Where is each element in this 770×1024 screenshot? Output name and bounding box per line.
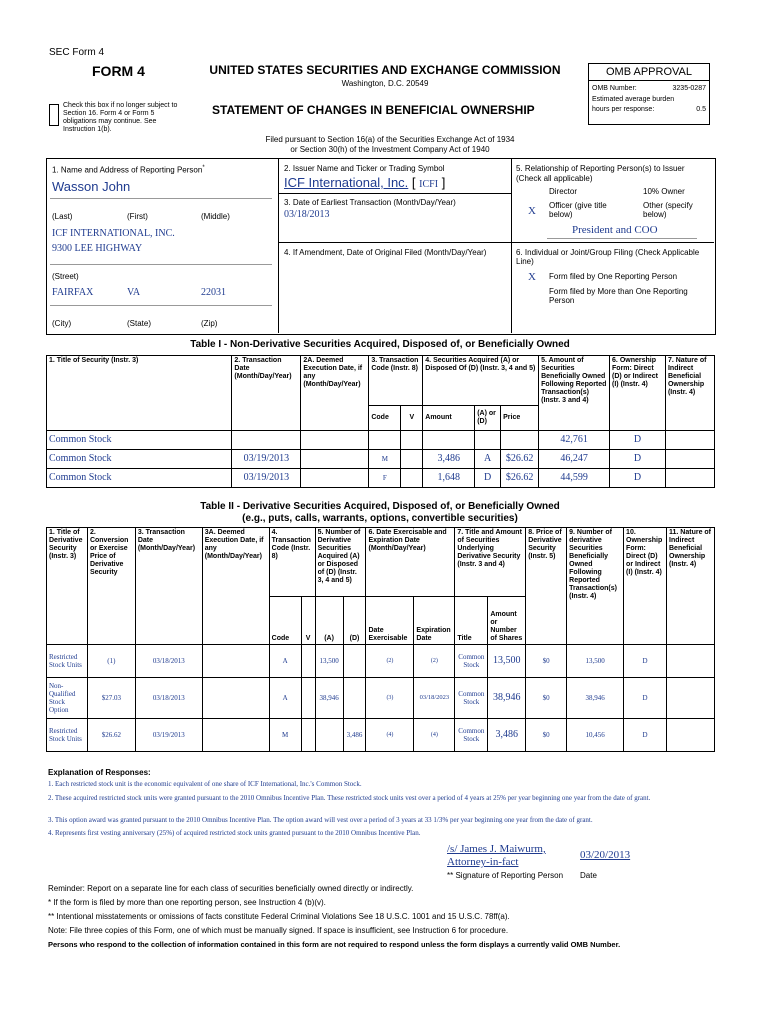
middle-label: (Middle) bbox=[201, 212, 230, 221]
t2-row-owned: 10,456 bbox=[567, 719, 624, 752]
omb-number-label: OMB Number: bbox=[592, 85, 637, 92]
zip-label: (Zip) bbox=[201, 319, 218, 328]
t1-row-price bbox=[501, 431, 539, 450]
t2-h-price: 2. Conversion or Exercise Price of Derivative Security bbox=[87, 528, 135, 645]
t2-row-d bbox=[343, 645, 366, 678]
t1-row-title: Common Stock bbox=[47, 431, 232, 450]
t1-row-owned: 44,599 bbox=[539, 469, 610, 488]
t2-row-price: (1) bbox=[87, 645, 135, 678]
t2-row-a bbox=[315, 719, 343, 752]
t1-row-ad bbox=[475, 431, 501, 450]
director-label: Director bbox=[549, 187, 578, 196]
company-name: ICF INTERNATIONAL, INC. bbox=[52, 228, 175, 239]
state-label: (State) bbox=[127, 319, 152, 328]
first-label: (First) bbox=[127, 212, 148, 221]
t2-h-a: (A) bbox=[315, 597, 343, 645]
explanation-title: Explanation of Responses: bbox=[48, 768, 151, 777]
t2-h-exp: Expiration Date bbox=[414, 597, 455, 645]
t2-h-deriv-price: 8. Price of Derivative Security (Instr. 5) bbox=[526, 528, 567, 645]
t2-h-exercisable: 6. Date Exercisable and Expiration Date (Month/Day/Year) bbox=[366, 528, 455, 597]
t1-row-title: Common Stock bbox=[47, 469, 232, 488]
t2-row-ex: (2) bbox=[366, 645, 414, 678]
t2-row-p: $0 bbox=[526, 678, 567, 719]
signature-name: /s/ James J. Maiwurm, bbox=[447, 843, 546, 855]
t2-row-p: $0 bbox=[526, 645, 567, 678]
t2-h-code-sub: Code bbox=[269, 597, 301, 645]
t1-row-code: F bbox=[369, 469, 401, 488]
t2-row-ex: (4) bbox=[366, 719, 414, 752]
table1-title: Table I - Non-Derivative Securities Acquired, Disposed of, or Beneficially Owned bbox=[190, 339, 570, 350]
omb-number-value: 3235-0287 bbox=[672, 85, 706, 92]
form-label: FORM 4 bbox=[92, 63, 145, 79]
t2-row-d: 3,486 bbox=[343, 719, 366, 752]
t2-h-owned: 9. Number of derivative Securities Beneficially Owned Following Reported Transaction(s) (Instr. 4) bbox=[567, 528, 624, 645]
footer-reminder: Reminder: Report on a separate line for each class of securities beneficially owned directly or indirectly. bbox=[48, 884, 414, 893]
more-persons-label: Form filed by More than One Reporting Person bbox=[549, 287, 688, 305]
box2-label: 2. Issuer Name and Ticker or Trading Symbol bbox=[284, 164, 445, 173]
one-person-label: Form filed by One Reporting Person bbox=[549, 272, 678, 281]
t1-row-form: D bbox=[610, 469, 666, 488]
t1-row-owned: 46,247 bbox=[539, 450, 610, 469]
statement-title: STATEMENT OF CHANGES IN BENEFICIAL OWNERSHIP bbox=[212, 103, 535, 117]
street-address: 9300 LEE HIGHWAY bbox=[52, 243, 143, 254]
checkbox-instructions: Check this box if no longer subject to Section 16. Form 4 or Form 5 obligations may continue. See Instruction 1(b). bbox=[63, 102, 178, 133]
omb-burden-label: Estimated average burden bbox=[592, 96, 675, 103]
t2-row-a: 13,500 bbox=[315, 645, 343, 678]
t2-row-price: $27.03 bbox=[87, 678, 135, 719]
t2-row-ex: (3) bbox=[366, 678, 414, 719]
t1-row-amount: 1,648 bbox=[423, 469, 475, 488]
t2-row-form: D bbox=[624, 678, 667, 719]
t2-h-nature: 11. Nature of Indirect Beneficial Ownership (Instr. 4) bbox=[667, 528, 715, 645]
box5-sub: (Check all applicable) bbox=[516, 174, 593, 183]
t2-row-exp: (4) bbox=[414, 719, 455, 752]
t2-row-form: D bbox=[624, 645, 667, 678]
filed-pursuant-1: Filed pursuant to Section 16(a) of the Securities Exchange Act of 1934 bbox=[265, 135, 515, 144]
t2-h-number: 5. Number of Derivative Securities Acquired (A) or Disposed of (D) (Instr. 3, 4 and 5) bbox=[315, 528, 366, 597]
box4-label: 4. If Amendment, Date of Original Filed (Month/Day/Year) bbox=[284, 248, 487, 257]
table2-subtitle: (e.g., puts, calls, warrants, options, convertible securities) bbox=[242, 513, 518, 524]
t1-h-code: 3. Transaction Code (Instr. 8) bbox=[369, 356, 423, 406]
officer-check-mark: X bbox=[528, 205, 536, 217]
footer-note-1: * If the form is filed by more than one reporting person, see Instruction 4 (b)(v). bbox=[48, 898, 326, 907]
t2-h-date-ex: Date Exercisable bbox=[366, 597, 414, 645]
explanation-note-2: 2. These acquired restricted stock units were granted pursuant to the 2010 Omnibus Incentive Plan. These restricted stock units vest over a period of 4 years at 25% per year beginning one year from the date of grant. bbox=[48, 794, 651, 802]
t1-row-price: $26.62 bbox=[501, 469, 539, 488]
t2-row-owned: 13,500 bbox=[567, 645, 624, 678]
city-value: FAIRFAX bbox=[52, 287, 94, 298]
t1-row-amount: 3,486 bbox=[423, 450, 475, 469]
t2-row-date: 03/19/2013 bbox=[135, 719, 202, 752]
t1-h-amount: Amount bbox=[423, 406, 475, 431]
box1-label: 1. Name and Address of Reporting Person* bbox=[52, 165, 205, 175]
t2-h-date: 3. Transaction Date (Month/Day/Year) bbox=[135, 528, 202, 645]
signature-title: Attorney-in-fact bbox=[447, 856, 519, 868]
t1-h-ownership-form: 6. Ownership Form: Direct (D) or Indirect (I) (Instr. 4) bbox=[610, 356, 666, 431]
t1-row-date: 03/19/2013 bbox=[232, 469, 301, 488]
t1-row-form: D bbox=[610, 450, 666, 469]
t2-h-amt: Amount or Number of Shares bbox=[488, 597, 526, 645]
t2-row-t: Common Stock bbox=[455, 678, 488, 719]
t1-row-code: M bbox=[369, 450, 401, 469]
table2-title: Table II - Derivative Securities Acquired, Disposed of, or Beneficially Owned bbox=[200, 501, 560, 512]
t2-row-code: M bbox=[269, 719, 301, 752]
omb-title: OMB APPROVAL bbox=[589, 64, 709, 81]
t2-row-amt: 3,486 bbox=[488, 719, 526, 752]
table-row bbox=[47, 645, 715, 678]
t2-row-title: Restricted Stock Units bbox=[47, 645, 88, 678]
signature-label: ** Signature of Reporting Person bbox=[447, 871, 564, 880]
issuer-name[interactable]: ICF International, Inc. bbox=[284, 175, 409, 190]
derivative-table bbox=[46, 527, 715, 752]
omb-hours-label: hours per response: bbox=[592, 106, 655, 113]
omb-hours-value: 0.5 bbox=[696, 106, 706, 113]
t2-h-code: 4. Transaction Code (Instr. 8) bbox=[269, 528, 315, 597]
t1-row-price: $26.62 bbox=[501, 450, 539, 469]
t1-h-amount-owned: 5. Amount of Securities Beneficially Owned Following Reported Transaction(s) (Instr. 3 and 4) bbox=[539, 356, 610, 431]
ten-percent-owner-label: 10% Owner bbox=[643, 187, 685, 196]
t1-h-deemed: 2A. Deemed Execution Date, if any (Month/Day/Year) bbox=[301, 356, 369, 431]
t1-h-date: 2. Transaction Date (Month/Day/Year) bbox=[232, 356, 301, 431]
agency-title: UNITED STATES SECURITIES AND EXCHANGE COMMISSION bbox=[209, 63, 561, 77]
t2-row-amt: 13,500 bbox=[488, 645, 526, 678]
filed-pursuant-2: or Section 30(h) of the Investment Company Act of 1940 bbox=[290, 145, 490, 154]
box5-label: 5. Relationship of Reporting Person(s) to Issuer bbox=[516, 164, 685, 173]
t2-row-amt: 38,946 bbox=[488, 678, 526, 719]
t1-h-price: Price bbox=[501, 406, 539, 431]
t2-row-t: Common Stock bbox=[455, 645, 488, 678]
table-row bbox=[47, 450, 715, 469]
t1-h-title: 1. Title of Security (Instr. 3) bbox=[47, 356, 232, 431]
t2-h-v: V bbox=[301, 597, 315, 645]
t2-row-exp: 03/18/2023 bbox=[414, 678, 455, 719]
last-label: (Last) bbox=[52, 212, 73, 221]
t1-row-owned: 42,761 bbox=[539, 431, 610, 450]
explanation-note-1: 1. Each restricted stock unit is the economic equivalent of one share of ICF International, Inc.'s Common Stock. bbox=[48, 780, 362, 788]
non-derivative-table bbox=[46, 355, 715, 488]
t1-h-securities: 4. Securities Acquired (A) or Disposed Of (D) (Instr. 3, 4 and 5) bbox=[423, 356, 539, 406]
issuer-line: ICF International, Inc. [ ICFI ] bbox=[284, 175, 446, 190]
t1-h-ad: (A) or (D) bbox=[475, 406, 501, 431]
t2-h-title: 1. Title of Derivative Security (Instr. 3) bbox=[47, 528, 88, 645]
t2-row-d bbox=[343, 678, 366, 719]
t2-h-t: Title bbox=[455, 597, 488, 645]
explanation-note-3: 3. This option award was granted pursuant to the 2010 Omnibus Incentive Plan. The option award will vest over a period of 3 years at 33 1/3% per year beginning one year from the date of grant. bbox=[48, 816, 593, 824]
t2-row-price: $26.62 bbox=[87, 719, 135, 752]
footer-note-2: ** Intentional misstatements or omissions of facts constitute Federal Criminal Violations See 18 U.S.C. 1001 and 15 U.S.C. 78ff(a). bbox=[48, 912, 510, 921]
t2-row-owned: 38,946 bbox=[567, 678, 624, 719]
omb-approval-box bbox=[588, 63, 710, 125]
signature-date: 03/20/2013 bbox=[580, 849, 631, 861]
t2-h-d: (D) bbox=[343, 597, 366, 645]
ticker-symbol: ICFI bbox=[419, 179, 439, 190]
t2-row-date: 03/18/2013 bbox=[135, 645, 202, 678]
street-label: (Street) bbox=[52, 272, 79, 281]
t1-h-code-sub: Code bbox=[369, 406, 401, 431]
t1-row-date bbox=[232, 431, 301, 450]
t2-row-t: Common Stock bbox=[455, 719, 488, 752]
t2-row-code: A bbox=[269, 645, 301, 678]
footer-note-3: Note: File three copies of this Form, one of which must be manually signed. If space is insufficient, see Instruction 6 for procedure. bbox=[48, 926, 509, 935]
earliest-transaction-date: 03/18/2013 bbox=[284, 209, 330, 220]
t2-row-exp: (2) bbox=[414, 645, 455, 678]
t1-row-ad: D bbox=[475, 469, 501, 488]
t1-row-code bbox=[369, 431, 401, 450]
footer-omb-note: Persons who respond to the collection of information contained in this form are not required to respond unless the form displays a currently valid OMB Number. bbox=[48, 940, 621, 949]
t2-row-title: Non-Qualified Stock Option bbox=[47, 678, 88, 719]
state-value: VA bbox=[127, 287, 141, 298]
t2-row-code: A bbox=[269, 678, 301, 719]
t2-h-form: 10. Ownership Form: Direct (D) or Indirect (I) (Instr. 4) bbox=[624, 528, 667, 645]
reporting-person-name: Wasson John bbox=[52, 179, 131, 194]
no-longer-subject-checkbox[interactable] bbox=[49, 104, 59, 126]
t1-row-title: Common Stock bbox=[47, 450, 232, 469]
t2-row-date: 03/18/2013 bbox=[135, 678, 202, 719]
t2-h-deemed: 3A. Deemed Execution Date, if any (Month/Day/Year) bbox=[202, 528, 269, 645]
box6-label: 6. Individual or Joint/Group Filing (Check Applicable Line) bbox=[516, 248, 700, 266]
t2-row-title: Restricted Stock Units bbox=[47, 719, 88, 752]
agency-location: Washington, D.C. 20549 bbox=[341, 79, 429, 88]
city-label: (City) bbox=[52, 319, 72, 328]
one-person-check-mark: X bbox=[528, 271, 536, 283]
table-row bbox=[47, 469, 715, 488]
table-row bbox=[47, 678, 715, 719]
box3-label: 3. Date of Earliest Transaction (Month/Day/Year) bbox=[284, 198, 456, 207]
table-row bbox=[47, 431, 715, 450]
t2-row-p: $0 bbox=[526, 719, 567, 752]
t1-h-nature: 7. Nature of Indirect Beneficial Ownership (Instr. 4) bbox=[665, 356, 714, 431]
explanation-note-4: 4. Represents first vesting anniversary (25%) of acquired restricted stock units granted pursuant to the 2010 Omnibus Incentive Plan. bbox=[48, 829, 421, 837]
t2-row-form: D bbox=[624, 719, 667, 752]
officer-label: Officer (give title below) bbox=[549, 201, 607, 219]
t1-row-amount bbox=[423, 431, 475, 450]
other-label: Other (specify below) bbox=[643, 201, 693, 219]
t1-row-date: 03/19/2013 bbox=[232, 450, 301, 469]
officer-title: President and COO bbox=[572, 224, 658, 236]
t1-row-form: D bbox=[610, 431, 666, 450]
zip-value: 22031 bbox=[201, 287, 226, 298]
t1-row-ad: A bbox=[475, 450, 501, 469]
sec-form-label: SEC Form 4 bbox=[49, 47, 105, 58]
t1-h-v: V bbox=[401, 406, 423, 431]
t2-h-underlying: 7. Title and Amount of Securities Underlying Derivative Security (Instr. 3 and 4) bbox=[455, 528, 526, 597]
table-row bbox=[47, 719, 715, 752]
t2-row-a: 38,946 bbox=[315, 678, 343, 719]
date-label: Date bbox=[580, 871, 597, 880]
